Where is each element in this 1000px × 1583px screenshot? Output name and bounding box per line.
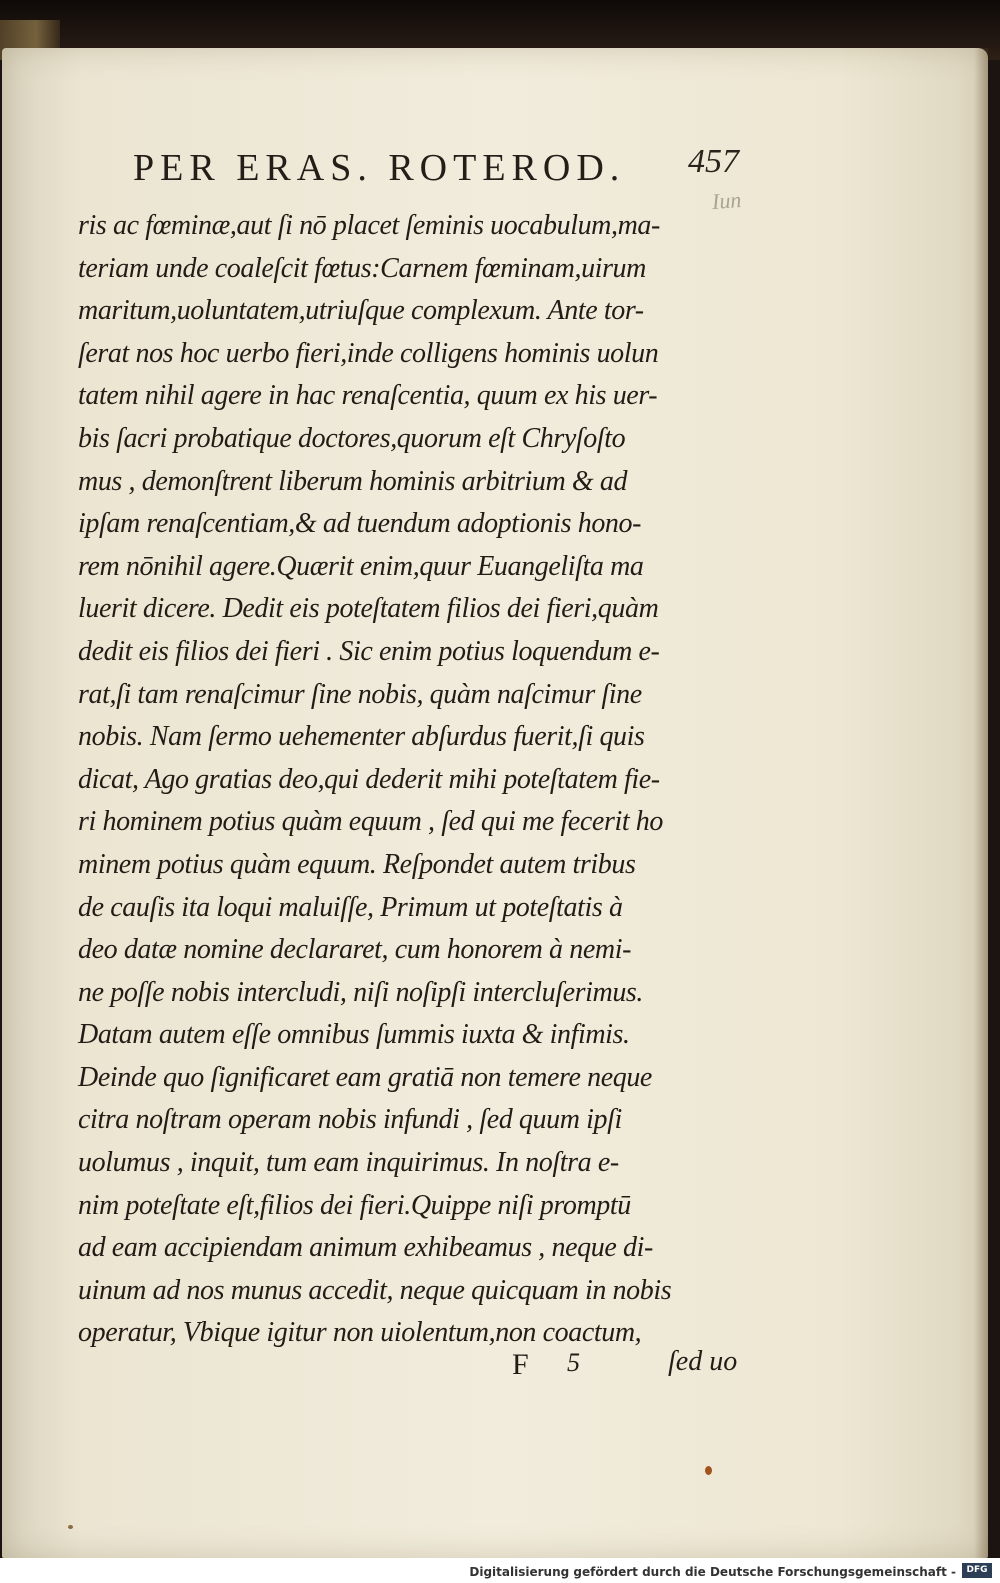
text-line: deo datæ nomine declararet, cum honorem à nemi- [78, 934, 632, 966]
text-line: dedit eis filios dei fieri . Sic enim potius loquendum e- [78, 635, 660, 667]
text-line: uinum ad nos munus accedit, neque quicquam in nobis [78, 1274, 672, 1306]
text-line: ris ac fœminæ,aut ſi nō placet ſeminis uocabulum,ma- [78, 210, 660, 241]
text-line: operatur, Vbique igitur non uiolentum,non coactum, [78, 1317, 642, 1349]
body-text [78, 205, 778, 1355]
text-line: maritum,uoluntatem,utriuſque complexum. Ante tor- [78, 295, 644, 327]
folio-number: 457 [688, 143, 739, 180]
text-line: mus , demonſtrent liberum hominis arbitrium & ad [78, 465, 628, 497]
foxing-spot [68, 1525, 73, 1529]
dfg-logo: DFG [962, 1563, 992, 1578]
text-line: ipſam renaſcentiam,& ad tuendum adoptionis hono- [78, 508, 642, 540]
text-line: de cauſis ita loqui maluiſſe, Primum ut poteſtatis à [78, 891, 623, 923]
funding-credit: Digitalisierung gefördert durch die Deutsche Forschungsgemeinschaft - [469, 1565, 956, 1579]
text-line: nobis. Nam ſermo uehementer abſurdus fuerit,ſi quis [78, 721, 645, 753]
text-line: Deinde quo ſignificaret eam gratiā non temere neque [78, 1061, 652, 1093]
signature-number: 5 [567, 1348, 580, 1377]
text-line: ad eam accipiendam animum exhibeamus , neque di- [78, 1232, 653, 1264]
text-line: uolumus , inquit, tum eam inquirimus. In noſtra e- [78, 1147, 619, 1179]
text-line: dicat, Ago gratias deo,qui dederit mihi poteſtatem fie- [78, 763, 660, 795]
text-line: tatem nihil agere in hac renaſcentia, quum ex his uer- [78, 380, 658, 412]
text-line: Datam autem eſſe omnibus ſummis iuxta & infimis. [78, 1019, 630, 1051]
text-line: citra noſtram operam nobis infundi , ſed quum ipſi [78, 1104, 622, 1136]
text-line: rat,ſi tam renaſcimur ſine nobis, quàm naſcimur ſine [78, 678, 642, 710]
text-line: rem nōnihil agere.Quærit enim,quur Euangeliſta ma [78, 550, 644, 582]
text-line: bis ſacri probatique doctores,quorum eſt Chryſoſto [78, 422, 626, 454]
foxing-spot [705, 1466, 712, 1475]
text-line: ne poſſe nobis intercludi, niſi noſipſi intercluſerimus. [78, 976, 644, 1008]
margin-note: Iun [711, 187, 743, 214]
page-edge-shadow [974, 48, 988, 1558]
signature-mark: F [512, 1348, 529, 1381]
text-line: nim poteſtate eſt,filios dei fieri.Quippe niſi promptū [78, 1189, 631, 1221]
text-line: ri hominem potius quàm equum , ſed qui me fecerit ho [78, 806, 664, 838]
text-line: ſerat nos hoc uerbo fieri,inde colligens hominis uolun [78, 337, 659, 369]
text-line: teriam unde coaleſcit fœtus:Carnem fœminam,uirum [78, 252, 646, 284]
running-head: PER ERAS. ROTEROD. [133, 147, 626, 189]
text-line: luerit dicere. Dedit eis poteſtatem filios dei fieri,quàm [78, 593, 659, 625]
text-line: minem potius quàm equum. Reſpondet autem tribus [78, 848, 636, 880]
catchword: ſed uo [668, 1346, 738, 1377]
